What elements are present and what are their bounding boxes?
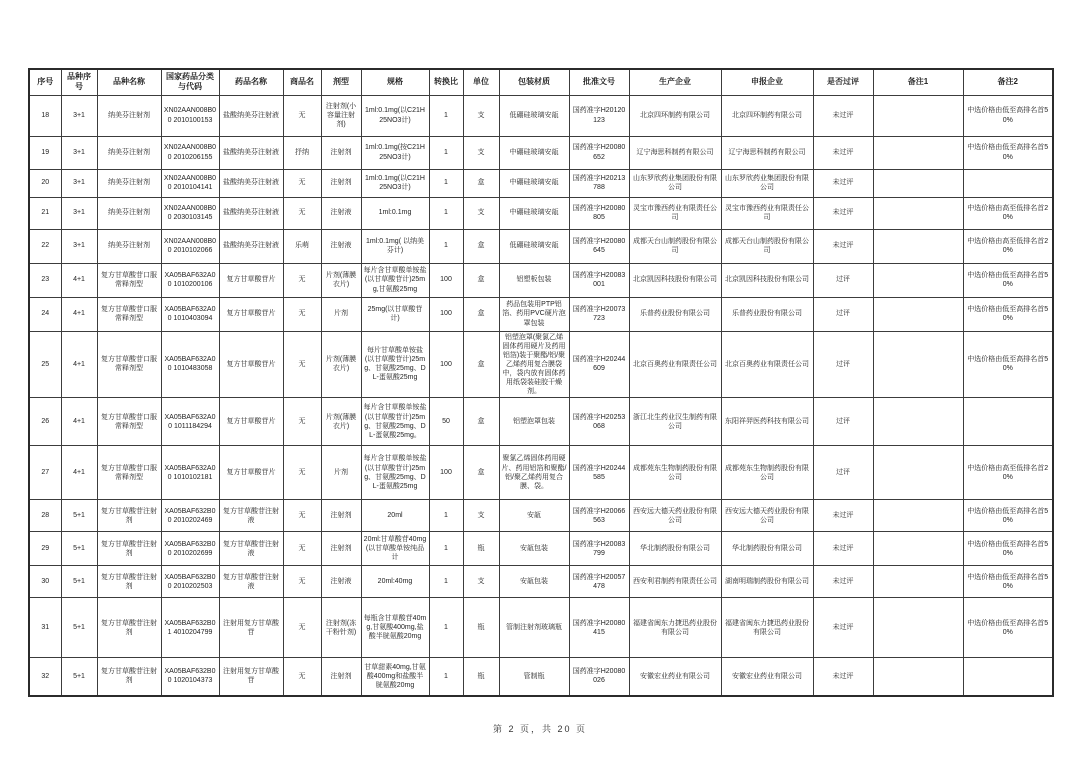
cell-manufacturer: 浙江北生药业汉生制药有限公司 xyxy=(629,398,721,446)
cell-packaging: 中硼硅玻璃安瓿 xyxy=(499,197,569,229)
cell-applicant: 北京百奥药业有限责任公司 xyxy=(721,331,813,398)
cell-variety-name: 复方甘草酸苷注射剂 xyxy=(97,500,161,532)
cell-variety-name: 纳美芬注射剂 xyxy=(97,169,161,197)
cell-class-code: XN02AAN008B00 2010206155 xyxy=(161,136,219,169)
cell-note1 xyxy=(873,532,963,566)
table-row xyxy=(29,95,1053,136)
cell-drug-name: 复方甘草酸苷注射液 xyxy=(219,566,283,598)
cell-applicant: 北京凯因科技股份有限公司 xyxy=(721,263,813,297)
cell-seq: 29 xyxy=(29,532,61,566)
cell-drug-name: 复方甘草酸苷片 xyxy=(219,331,283,398)
table-row xyxy=(29,229,1053,263)
cell-brand-name: 无 xyxy=(283,197,321,229)
cell-dosage-form: 注射液 xyxy=(321,229,361,263)
cell-note1 xyxy=(873,658,963,696)
cell-applicant: 成都天台山制药股份有限公司 xyxy=(721,229,813,263)
cell-applicant: 华北制药股份有限公司 xyxy=(721,532,813,566)
column-header-variety-seq: 品种序号 xyxy=(61,69,97,95)
cell-variety-name: 纳美芬注射剂 xyxy=(97,136,161,169)
cell-packaging: 安瓿包装 xyxy=(499,566,569,598)
cell-note2: 中选价格由高至低排名首20% xyxy=(963,446,1053,500)
cell-variety-name: 纳美芬注射剂 xyxy=(97,229,161,263)
cell-approval-no: 国药准字H20080026 xyxy=(569,658,629,696)
cell-approval-no: 国药准字H20057478 xyxy=(569,566,629,598)
cell-manufacturer: 西安远大德天药业股份有限公司 xyxy=(629,500,721,532)
column-header-conversion-ratio: 转换比 xyxy=(429,69,463,95)
cell-applicant: 成都苑东生物制药股份有限公司 xyxy=(721,446,813,500)
cell-approval-no: 国药准字H20066563 xyxy=(569,500,629,532)
cell-note2: 中选价格由低至高排名首50% xyxy=(963,136,1053,169)
cell-variety-name: 复方甘草酸苷注射剂 xyxy=(97,566,161,598)
cell-dosage-form: 片剂(薄膜衣片) xyxy=(321,398,361,446)
cell-dosage-form: 片剂(薄膜衣片) xyxy=(321,331,361,398)
cell-dosage-form: 注射剂 xyxy=(321,169,361,197)
cell-note1 xyxy=(873,331,963,398)
cell-variety-seq: 5+1 xyxy=(61,598,97,658)
cell-brand-name: 无 xyxy=(283,297,321,331)
cell-approval-no: 国药准字H20213788 xyxy=(569,169,629,197)
cell-class-code: XN02AAN008B00 2030103145 xyxy=(161,197,219,229)
cell-approval-no: 国药准字H20080805 xyxy=(569,197,629,229)
cell-unit: 支 xyxy=(463,566,499,598)
cell-brand-name: 乐萌 xyxy=(283,229,321,263)
cell-variety-name: 纳美芬注射剂 xyxy=(97,95,161,136)
cell-class-code: XA05BAF632A00 1010403094 xyxy=(161,297,219,331)
cell-dosage-form: 注射剂 xyxy=(321,500,361,532)
cell-note2: 中选价格由低至高排名首50% xyxy=(963,500,1053,532)
cell-variety-seq: 3+1 xyxy=(61,229,97,263)
cell-manufacturer: 灵宝市豫西药业有限责任公司 xyxy=(629,197,721,229)
cell-class-code: XA05BAF632B00 2010202503 xyxy=(161,566,219,598)
cell-seq: 18 xyxy=(29,95,61,136)
cell-variety-seq: 4+1 xyxy=(61,398,97,446)
cell-drug-name: 盐酸纳美芬注射液 xyxy=(219,197,283,229)
cell-packaging: 安瓿 xyxy=(499,500,569,532)
cell-conversion-ratio: 100 xyxy=(429,263,463,297)
cell-brand-name: 无 xyxy=(283,263,321,297)
cell-class-code: XA05BAF632B01 4010204799 xyxy=(161,598,219,658)
cell-brand-name: 无 xyxy=(283,398,321,446)
cell-class-code: XN02AAN008B00 2010104141 xyxy=(161,169,219,197)
cell-evaluated: 过评 xyxy=(813,446,873,500)
cell-dosage-form: 片剂 xyxy=(321,297,361,331)
cell-conversion-ratio: 1 xyxy=(429,136,463,169)
cell-note2 xyxy=(963,169,1053,197)
cell-drug-name: 注射用复方甘草酸苷 xyxy=(219,658,283,696)
cell-spec: 每片含甘草酸单铵盐(以甘草酸苷计)25mg,甘氨酸25mg xyxy=(361,263,429,297)
cell-variety-seq: 4+1 xyxy=(61,263,97,297)
cell-applicant: 北京四环制药有限公司 xyxy=(721,95,813,136)
cell-evaluated: 过评 xyxy=(813,297,873,331)
cell-manufacturer: 乐普药业股份有限公司 xyxy=(629,297,721,331)
cell-conversion-ratio: 1 xyxy=(429,197,463,229)
cell-brand-name: 抒纳 xyxy=(283,136,321,169)
cell-approval-no: 国药准字H20120123 xyxy=(569,95,629,136)
table-header-row xyxy=(29,69,1053,95)
cell-drug-name: 盐酸纳美芬注射液 xyxy=(219,95,283,136)
cell-spec: 每瓶含甘草酸苷40mg,甘氨酸400mg,盐酸半胱氨酸20mg xyxy=(361,598,429,658)
cell-applicant: 辽宁海思科制药有限公司 xyxy=(721,136,813,169)
cell-manufacturer: 山东罗欣药业集团股份有限公司 xyxy=(629,169,721,197)
cell-approval-no: 国药准字H20244585 xyxy=(569,446,629,500)
cell-variety-seq: 5+1 xyxy=(61,532,97,566)
cell-variety-name: 复方甘草酸苷口服常释剂型 xyxy=(97,297,161,331)
cell-applicant: 西安远大德天药业股份有限公司 xyxy=(721,500,813,532)
table-row xyxy=(29,532,1053,566)
cell-evaluated: 未过评 xyxy=(813,95,873,136)
cell-evaluated: 过评 xyxy=(813,263,873,297)
cell-conversion-ratio: 1 xyxy=(429,532,463,566)
cell-applicant: 灵宝市豫西药业有限责任公司 xyxy=(721,197,813,229)
table-row xyxy=(29,297,1053,331)
cell-brand-name: 无 xyxy=(283,566,321,598)
cell-dosage-form: 注射剂 xyxy=(321,136,361,169)
cell-unit: 盒 xyxy=(463,263,499,297)
cell-evaluated: 未过评 xyxy=(813,500,873,532)
cell-seq: 32 xyxy=(29,658,61,696)
cell-manufacturer: 北京百奥药业有限责任公司 xyxy=(629,331,721,398)
cell-class-code: XA05BAF632A00 1010200106 xyxy=(161,263,219,297)
cell-packaging: 中硼硅玻璃安瓿 xyxy=(499,136,569,169)
cell-drug-name: 复方甘草酸苷片 xyxy=(219,398,283,446)
column-header-evaluated: 是否过评 xyxy=(813,69,873,95)
cell-applicant: 山东罗欣药业集团股份有限公司 xyxy=(721,169,813,197)
cell-evaluated: 过评 xyxy=(813,398,873,446)
cell-spec: 1ml:0.1mg(以C21H25NO3计) xyxy=(361,95,429,136)
cell-seq: 21 xyxy=(29,197,61,229)
cell-class-code: XA05BAF632B00 2010202699 xyxy=(161,532,219,566)
cell-note2: 中选价格由低至高排名首50% xyxy=(963,532,1053,566)
cell-drug-name: 复方甘草酸苷片 xyxy=(219,263,283,297)
cell-conversion-ratio: 1 xyxy=(429,95,463,136)
cell-variety-seq: 3+1 xyxy=(61,95,97,136)
cell-manufacturer: 成都天台山制药股份有限公司 xyxy=(629,229,721,263)
cell-class-code: XA05BAF632B00 2010202469 xyxy=(161,500,219,532)
cell-unit: 支 xyxy=(463,500,499,532)
cell-packaging: 铝塑泡罩包装 xyxy=(499,398,569,446)
column-header-variety-name: 品种名称 xyxy=(97,69,161,95)
table-body xyxy=(29,95,1053,696)
cell-note1 xyxy=(873,297,963,331)
cell-evaluated: 未过评 xyxy=(813,598,873,658)
cell-approval-no: 国药准字H20080645 xyxy=(569,229,629,263)
cell-class-code: XA05BAF632B00 1020104373 xyxy=(161,658,219,696)
cell-packaging: 聚氯乙烯固体药用硬片、药用铝箔和聚酯/铝/聚乙烯药用复合膜、袋。 xyxy=(499,446,569,500)
cell-approval-no: 国药准字H20080652 xyxy=(569,136,629,169)
cell-variety-name: 复方甘草酸苷注射剂 xyxy=(97,532,161,566)
cell-note1 xyxy=(873,95,963,136)
cell-seq: 27 xyxy=(29,446,61,500)
cell-spec: 1ml:0.1mg(按C21H25NO3计) xyxy=(361,136,429,169)
cell-conversion-ratio: 50 xyxy=(429,398,463,446)
cell-spec: 1ml:0.1mg xyxy=(361,197,429,229)
cell-note2: 中选价格由低至高排名首50% xyxy=(963,331,1053,398)
cell-note2: 中选价格由高至低排名首20% xyxy=(963,197,1053,229)
cell-packaging: 药品包装用PTP铝箔、药用PVC硬片泡罩包装 xyxy=(499,297,569,331)
cell-class-code: XN02AAN008B00 2010100153 xyxy=(161,95,219,136)
cell-spec: 甘草甜素40mg,甘氨酸400mg和盐酸半胱氨酸20mg xyxy=(361,658,429,696)
column-header-unit: 单位 xyxy=(463,69,499,95)
cell-manufacturer: 北京四环制药有限公司 xyxy=(629,95,721,136)
cell-spec: 20ml:40mg xyxy=(361,566,429,598)
cell-seq: 20 xyxy=(29,169,61,197)
cell-manufacturer: 成都苑东生物制药股份有限公司 xyxy=(629,446,721,500)
cell-unit: 瓶 xyxy=(463,658,499,696)
cell-dosage-form: 注射剂(冻干粉针剂) xyxy=(321,598,361,658)
cell-packaging: 管制注射剂玻璃瓶 xyxy=(499,598,569,658)
cell-approval-no: 国药准字H20253068 xyxy=(569,398,629,446)
cell-packaging: 铝塑泡罩(聚氯乙烯固体药用硬片及药用铝箔)装于聚酯/铝/聚乙烯药用复合膜袋中，袋内放有固体药用纸袋装硅胶干燥剂。 xyxy=(499,331,569,398)
cell-variety-seq: 5+1 xyxy=(61,566,97,598)
cell-variety-name: 复方甘草酸苷口服常释剂型 xyxy=(97,398,161,446)
page-number-footer: 第 2 页，共 20 页 xyxy=(492,724,588,734)
cell-manufacturer: 西安利君制药有限责任公司 xyxy=(629,566,721,598)
column-header-note1: 备注1 xyxy=(873,69,963,95)
column-header-spec: 规格 xyxy=(361,69,429,95)
cell-drug-name: 盐酸纳美芬注射液 xyxy=(219,169,283,197)
cell-brand-name: 无 xyxy=(283,658,321,696)
cell-class-code: XN02AAN008B00 2010102066 xyxy=(161,229,219,263)
cell-variety-name: 复方甘草酸苷口服常释剂型 xyxy=(97,446,161,500)
cell-spec: 每片含甘草酸单铵盐(以甘草酸苷计)25mg、甘氨酸25mg、DL-蛋氨酸25mg xyxy=(361,446,429,500)
cell-evaluated: 未过评 xyxy=(813,658,873,696)
cell-seq: 19 xyxy=(29,136,61,169)
cell-approval-no: 国药准字H20244609 xyxy=(569,331,629,398)
cell-packaging: 安瓿包装 xyxy=(499,532,569,566)
cell-brand-name: 无 xyxy=(283,95,321,136)
cell-spec: 20ml xyxy=(361,500,429,532)
cell-variety-seq: 3+1 xyxy=(61,136,97,169)
cell-seq: 23 xyxy=(29,263,61,297)
cell-spec: 25mg(以甘草酸苷计) xyxy=(361,297,429,331)
cell-spec: 1ml:0.1mg(以C21H25NO3计) xyxy=(361,169,429,197)
cell-conversion-ratio: 1 xyxy=(429,658,463,696)
column-header-seq: 序号 xyxy=(29,69,61,95)
cell-variety-name: 复方甘草酸苷口服常释剂型 xyxy=(97,263,161,297)
cell-unit: 盒 xyxy=(463,229,499,263)
cell-seq: 24 xyxy=(29,297,61,331)
cell-conversion-ratio: 100 xyxy=(429,446,463,500)
cell-variety-seq: 4+1 xyxy=(61,297,97,331)
cell-note2: 中选价格由低至高排名首50% xyxy=(963,297,1053,331)
cell-approval-no: 国药准字H20083001 xyxy=(569,263,629,297)
cell-packaging: 管制瓶 xyxy=(499,658,569,696)
cell-class-code: XA05BAF632A00 1010102181 xyxy=(161,446,219,500)
column-header-note2: 备注2 xyxy=(963,69,1053,95)
cell-variety-seq: 3+1 xyxy=(61,169,97,197)
cell-approval-no: 国药准字H20083799 xyxy=(569,532,629,566)
cell-brand-name: 无 xyxy=(283,532,321,566)
cell-variety-seq: 5+1 xyxy=(61,658,97,696)
cell-variety-name: 复方甘草酸苷注射剂 xyxy=(97,598,161,658)
table-row xyxy=(29,598,1053,658)
cell-dosage-form: 注射剂 xyxy=(321,532,361,566)
cell-note1 xyxy=(873,136,963,169)
cell-spec: 每片甘草酸单铵盐(以甘草酸苷计)25mg、甘氨酸25mg、DL-蛋氨酸25mg xyxy=(361,331,429,398)
cell-variety-name: 复方甘草酸苷口服常释剂型 xyxy=(97,331,161,398)
cell-variety-name: 纳美芬注射剂 xyxy=(97,197,161,229)
cell-dosage-form: 片剂 xyxy=(321,446,361,500)
cell-drug-name: 盐酸纳美芬注射液 xyxy=(219,136,283,169)
cell-manufacturer: 辽宁海思科制药有限公司 xyxy=(629,136,721,169)
cell-evaluated: 未过评 xyxy=(813,229,873,263)
cell-note2: 中选价格由低至高排名首50% xyxy=(963,263,1053,297)
table-row xyxy=(29,566,1053,598)
cell-unit: 支 xyxy=(463,95,499,136)
cell-unit: 盒 xyxy=(463,297,499,331)
cell-variety-name: 复方甘草酸苷注射剂 xyxy=(97,658,161,696)
table-row xyxy=(29,136,1053,169)
cell-unit: 盒 xyxy=(463,331,499,398)
table-row xyxy=(29,197,1053,229)
cell-dosage-form: 注射剂(小容量注射剂) xyxy=(321,95,361,136)
column-header-class-code: 国家药品分类与代码 xyxy=(161,69,219,95)
table-row xyxy=(29,658,1053,696)
cell-spec: 每片含甘草酸单铵盐(以甘草酸苷计)25mg、甘氨酸25mg、DL-蛋氨酸25mg。 xyxy=(361,398,429,446)
cell-packaging: 中硼硅玻璃安瓿 xyxy=(499,169,569,197)
cell-note2 xyxy=(963,398,1053,446)
table-row xyxy=(29,331,1053,398)
cell-unit: 盒 xyxy=(463,169,499,197)
cell-dosage-form: 片剂(薄膜衣片) xyxy=(321,263,361,297)
cell-applicant: 乐普药业股份有限公司 xyxy=(721,297,813,331)
cell-unit: 支 xyxy=(463,136,499,169)
cell-note1 xyxy=(873,169,963,197)
cell-evaluated: 过评 xyxy=(813,331,873,398)
cell-manufacturer: 北京凯因科技股份有限公司 xyxy=(629,263,721,297)
column-header-manufacturer: 生产企业 xyxy=(629,69,721,95)
cell-note2: 中选价格由高至低排名首20% xyxy=(963,229,1053,263)
cell-applicant: 东阳祥羿医药科技有限公司 xyxy=(721,398,813,446)
cell-variety-seq: 3+1 xyxy=(61,197,97,229)
column-header-drug-name: 药品名称 xyxy=(219,69,283,95)
cell-dosage-form: 注射剂 xyxy=(321,658,361,696)
cell-brand-name: 无 xyxy=(283,169,321,197)
table-row xyxy=(29,169,1053,197)
cell-manufacturer: 华北制药股份有限公司 xyxy=(629,532,721,566)
cell-approval-no: 国药准字H20073723 xyxy=(569,297,629,331)
cell-brand-name: 无 xyxy=(283,500,321,532)
cell-evaluated: 未过评 xyxy=(813,566,873,598)
cell-conversion-ratio: 1 xyxy=(429,566,463,598)
cell-packaging: 低硼硅玻璃安瓿 xyxy=(499,95,569,136)
cell-variety-seq: 5+1 xyxy=(61,500,97,532)
cell-seq: 22 xyxy=(29,229,61,263)
cell-note1 xyxy=(873,500,963,532)
cell-class-code: XA05BAF632A00 1010483058 xyxy=(161,331,219,398)
cell-applicant: 福建省闽东力捷迅药业股份有限公司 xyxy=(721,598,813,658)
cell-note1 xyxy=(873,398,963,446)
cell-note1 xyxy=(873,446,963,500)
cell-packaging: 低硼硅玻璃安瓿 xyxy=(499,229,569,263)
cell-unit: 瓶 xyxy=(463,598,499,658)
cell-note1 xyxy=(873,263,963,297)
cell-conversion-ratio: 1 xyxy=(429,169,463,197)
cell-unit: 支 xyxy=(463,197,499,229)
column-header-brand-name: 商品名 xyxy=(283,69,321,95)
cell-note1 xyxy=(873,566,963,598)
cell-evaluated: 未过评 xyxy=(813,169,873,197)
cell-note2 xyxy=(963,658,1053,696)
header-row xyxy=(29,69,1053,95)
cell-dosage-form: 注射液 xyxy=(321,566,361,598)
cell-drug-name: 注射用复方甘草酸苷 xyxy=(219,598,283,658)
cell-conversion-ratio: 1 xyxy=(429,500,463,532)
cell-drug-name: 复方甘草酸苷注射液 xyxy=(219,500,283,532)
cell-seq: 31 xyxy=(29,598,61,658)
cell-note2: 中选价格由低至高排名首50% xyxy=(963,95,1053,136)
cell-variety-seq: 4+1 xyxy=(61,446,97,500)
cell-drug-name: 盐酸纳美芬注射液 xyxy=(219,229,283,263)
table-row xyxy=(29,500,1053,532)
cell-seq: 25 xyxy=(29,331,61,398)
cell-evaluated: 未过评 xyxy=(813,532,873,566)
cell-unit: 盒 xyxy=(463,446,499,500)
cell-packaging: 铝塑板包装 xyxy=(499,263,569,297)
drug-list-table xyxy=(28,68,1054,697)
cell-conversion-ratio: 100 xyxy=(429,297,463,331)
column-header-applicant: 申报企业 xyxy=(721,69,813,95)
cell-drug-name: 复方甘草酸苷片 xyxy=(219,297,283,331)
cell-applicant: 湖南明瑞制药股份有限公司 xyxy=(721,566,813,598)
table-row xyxy=(29,446,1053,500)
cell-variety-seq: 4+1 xyxy=(61,331,97,398)
table-row xyxy=(29,263,1053,297)
cell-note2: 中选价格由低至高排名首50% xyxy=(963,598,1053,658)
cell-conversion-ratio: 1 xyxy=(429,598,463,658)
cell-dosage-form: 注射液 xyxy=(321,197,361,229)
cell-applicant: 安徽宏业药业有限公司 xyxy=(721,658,813,696)
table-row xyxy=(29,398,1053,446)
cell-unit: 瓶 xyxy=(463,532,499,566)
cell-manufacturer: 安徽宏业药业有限公司 xyxy=(629,658,721,696)
cell-evaluated: 未过评 xyxy=(813,136,873,169)
cell-spec: 1ml:0.1mg( 以纳美芬计) xyxy=(361,229,429,263)
cell-brand-name: 无 xyxy=(283,331,321,398)
column-header-approval-no: 批准文号 xyxy=(569,69,629,95)
cell-seq: 26 xyxy=(29,398,61,446)
cell-note1 xyxy=(873,598,963,658)
cell-note1 xyxy=(873,229,963,263)
cell-spec: 20ml:甘草酸苷40mg(以甘草酸单铵纯品计 xyxy=(361,532,429,566)
cell-seq: 28 xyxy=(29,500,61,532)
cell-class-code: XA05BAF632A00 1011184294 xyxy=(161,398,219,446)
cell-unit: 盒 xyxy=(463,398,499,446)
cell-approval-no: 国药准字H20080415 xyxy=(569,598,629,658)
cell-conversion-ratio: 100 xyxy=(429,331,463,398)
cell-drug-name: 复方甘草酸苷注射液 xyxy=(219,532,283,566)
cell-conversion-ratio: 1 xyxy=(429,229,463,263)
cell-drug-name: 复方甘草酸苷片 xyxy=(219,446,283,500)
column-header-dosage-form: 剂型 xyxy=(321,69,361,95)
cell-brand-name: 无 xyxy=(283,598,321,658)
cell-evaluated: 未过评 xyxy=(813,197,873,229)
column-header-packaging: 包装材质 xyxy=(499,69,569,95)
cell-brand-name: 无 xyxy=(283,446,321,500)
cell-seq: 30 xyxy=(29,566,61,598)
cell-note1 xyxy=(873,197,963,229)
cell-note2: 中选价格由低至高排名首50% xyxy=(963,566,1053,598)
cell-manufacturer: 福建省闽东力捷迅药业股份有限公司 xyxy=(629,598,721,658)
